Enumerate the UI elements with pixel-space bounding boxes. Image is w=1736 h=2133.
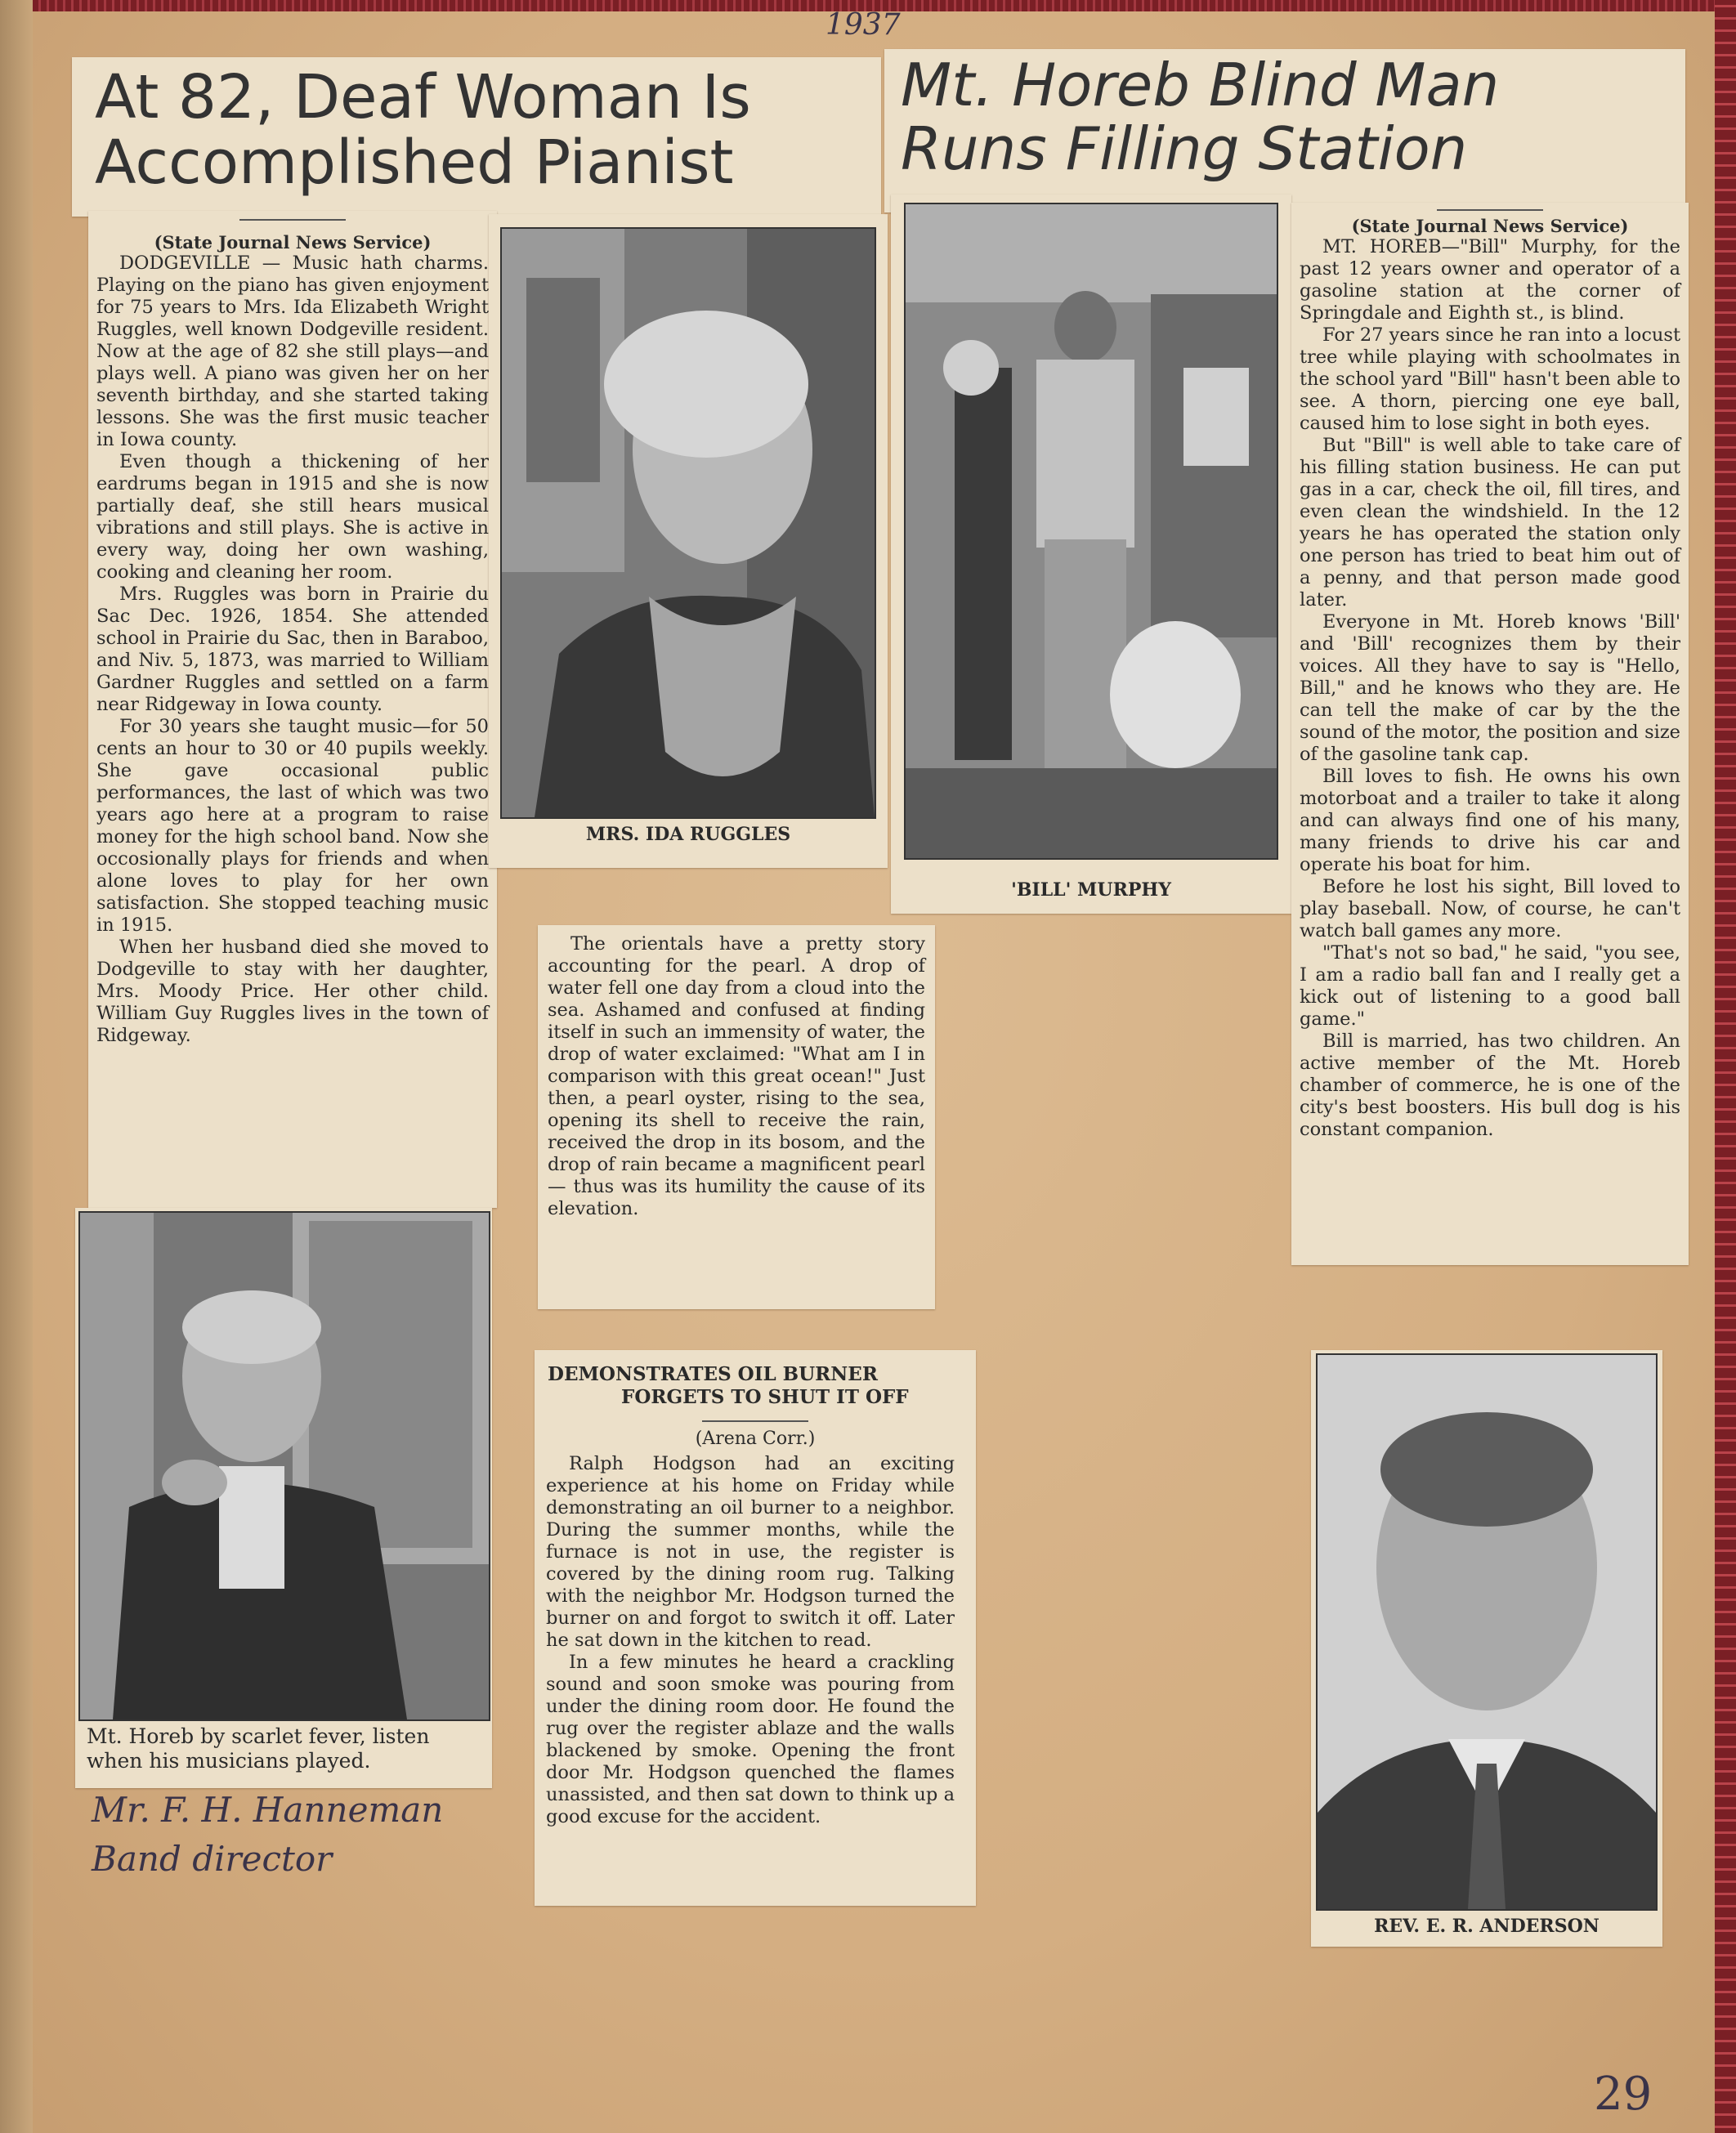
pianist-paragraph: DODGEVILLE — Music hath charms. Playing on the piano has given enjoyment for 75 years to Mrs. Ida Elizabeth Wright Ruggles, well known Dodgeville resident. Now at the age of 82 she still plays—and plays well. A piano was given her on her seventh birthday, and she started taking lessons. She was the first music teacher in Iowa county. (96, 253, 489, 450)
band-director-caption: Mt. Horeb by scarlet fever, listen when his musicians played. (87, 1724, 430, 1773)
blind-man-paragraph: MT. HOREB—"Bill" Murphy, for the past 12 years owner and operator of a gasoline station at the corner of Springdale and Eighth st., is blind. (1300, 236, 1680, 324)
ruggles-photo-clipping (489, 214, 888, 868)
anderson-photo-caption: REV. E. R. ANDERSON (1374, 1916, 1600, 1937)
murphy-photo (904, 203, 1278, 860)
pianist-body (88, 253, 497, 1047)
murphy-photo-caption: 'BILL' MURPHY (1011, 879, 1171, 901)
oil-burner-paragraph: In a few minutes he heard a crackling sound and soon smoke was pouring from under the dining room door. He found the rug over the register ablaze and the walls blackened by smoke. Opening the front door Mr. Hodgson quenched the flames unassisted, and then sat down to think up a good excuse for the accident. (546, 1652, 955, 1827)
pianist-paragraph: For 30 years she taught music—for 50 cents an hour to 30 or 40 pupils weekly. She gave occasional public performances, the last of which was two years ago here at a program to raise money for the high school band. Now she occosionally plays for friends and when alone loves to play for her own satisfaction. She stopped teaching music in 1915. (96, 716, 489, 936)
band-director-clipping (75, 1208, 492, 1788)
divider-rule (239, 219, 346, 221)
ruggles-portrait-image (502, 229, 875, 817)
ruggles-photo-caption: MRS. IDA RUGGLES (585, 824, 791, 845)
blind-man-paragraph: Everyone in Mt. Horeb knows 'Bill' and 'Bill' recognizes them by their voices. All they have to say is "Hello, Bill," and he knows who they are. He can tell the make of car by the the sound of the motor, the position and size of the gasoline tank cap. (1300, 611, 1680, 765)
divider-rule (702, 1420, 808, 1422)
handwritten-name: Mr. F. H. Hanneman (92, 1790, 444, 1830)
pianist-paragraph: Even though a thickening of her eardrums began in 1915 and she is now partially deaf, she still hears musical vibrations and still plays. She is active in every way, doing her own washing, cooking and cleaning her room. (96, 451, 489, 583)
blind-man-paragraph: For 27 years since he ran into a locust tree while playing with schoolmates in the school yard "Bill" hasn't been able to see. A thorn, piercing one eye ball, caused him to lose sight in both eyes. (1300, 324, 1681, 434)
anderson-photo-clipping (1311, 1350, 1662, 1947)
pianist-paragraph: Mrs. Ruggles was born in Prairie du Sac Dec. 1926, 1854. She attended school in Prairie du Sac, then in Baraboo, and Niv. 5, 1873, was married to William Gardner Ruggles and settled on a farm near Ridgeway in Iowa county. (96, 584, 489, 715)
pearl-story-clipping (538, 925, 935, 1309)
pianist-headline-clipping (72, 57, 881, 217)
blind-man-headline-clipping (884, 49, 1685, 212)
band-director-photo (78, 1211, 490, 1721)
page-number: 29 (1594, 2068, 1653, 2121)
blind-man-paragraph: Bill is married, has two children. An active member of the Mt. Horeb chamber of commerce, he is one of the city's best boosters. His bull dog is his constant companion. (1300, 1031, 1680, 1140)
blind-man-paragraph: Before he lost his sight, Bill loved to play baseball. Now, of course, he can't watch ball games any more. (1300, 876, 1680, 941)
murphy-photo-clipping (891, 195, 1291, 914)
murphy-photo-image (906, 204, 1277, 858)
oil-burner-service: (Arena Corr.) (695, 1429, 816, 1449)
blind-man-paragraph: But "Bill" is well able to take care of his filling station business. He can put gas in a car, check the oil, fill tires, and even clean the windshield. In the 12 years he has operated the station only one person has tried to beat him out of a penny, and that person made good later. (1300, 435, 1680, 610)
year-note: 1937 (825, 8, 901, 42)
page-edge-right (1715, 0, 1736, 2133)
pianist-headline: At 82, Deaf Woman Is Accomplished Pianist (95, 62, 751, 198)
oil-burner-clipping (535, 1350, 976, 1906)
blind-man-paragraph: "That's not so bad," he said, "you see, I am a radio ball fan and I really get a kick out of listening to a good ball game." (1300, 942, 1680, 1030)
pearl-story-body (538, 925, 935, 1228)
blind-man-headline: Mt. Horeb Blind Man Runs Filling Station (901, 51, 1500, 183)
divider-rule (1437, 209, 1543, 211)
scrapbook-spine (0, 0, 33, 2133)
oil-burner-body (546, 1453, 955, 1828)
pianist-service-line: (State Journal News Service) (154, 232, 432, 253)
blind-man-text-clipping (1291, 203, 1689, 1265)
oil-burner-headline-2: FORGETS TO SHUT IT OFF (621, 1386, 909, 1408)
blind-man-paragraph: Bill loves to fish. He owns his own motorboat and a trailer to take it along and can always find one of his many, many friends to drive his car and operate his boat for him. (1300, 766, 1680, 875)
oil-burner-headline-1: DEMONSTRATES OIL BURNER (548, 1363, 878, 1385)
band-director-image (80, 1213, 489, 1719)
oil-burner-paragraph: Ralph Hodgson had an exciting experience at his home on Friday while demonstrating an oil burner to a neighbor. During the summer months, while the furnace is not in use, the register is covered by the dining room rug. Talking with the neighbor Mr. Hodgson turned the burner on and forgot to switch it off. Later he sat down in the kitchen to read. (546, 1453, 955, 1651)
pearl-story-text: The orientals have a pretty story accounting for the pearl. A drop of water fell one day from a cloud into the sea. Ashamed and confused at finding itself in such an immensity of water, the drop of water exclaimed: "What am I in comparison with this great ocean!" Just then, a pearl oyster, rising to the sea, opening its shell to receive the rain, received the drop in its bosom, and the drop of rain became a magnificent pearl — thus was its humility the cause of its elevation. (548, 933, 925, 1219)
pianist-paragraph: When her husband died she moved to Dodgeville to stay with her daughter, Mrs. Moody Price. Her other child. William Guy Ruggles lives in the town of Ridgeway. (96, 937, 489, 1046)
ruggles-photo (500, 227, 876, 819)
blind-man-service-line: (State Journal News Service) (1351, 216, 1629, 236)
blind-man-body (1291, 236, 1689, 1141)
pianist-text-clipping (88, 211, 497, 1208)
handwritten-title: Band director (92, 1839, 333, 1879)
anderson-photo (1316, 1353, 1658, 1911)
anderson-portrait-image (1318, 1355, 1656, 1909)
